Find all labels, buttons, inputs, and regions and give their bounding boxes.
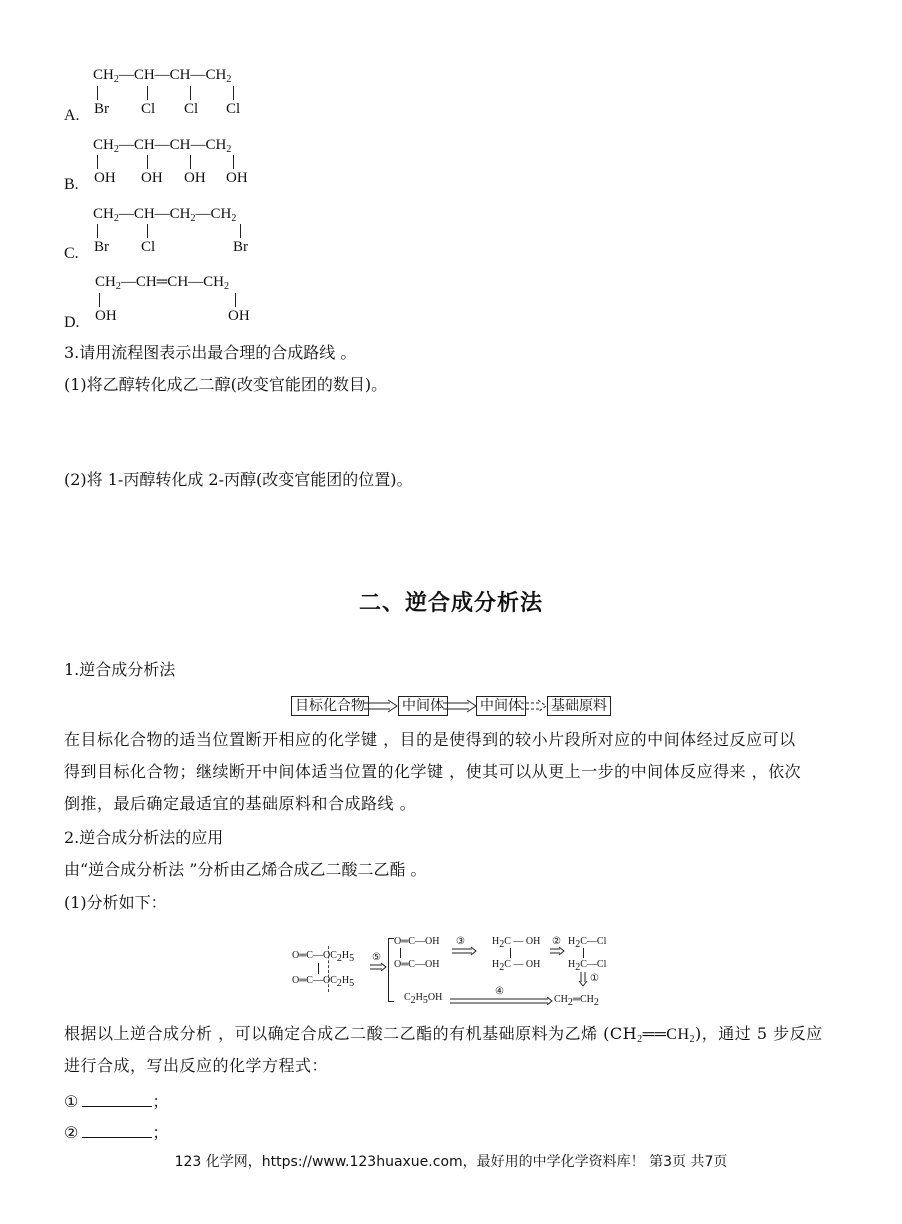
flow-target-box: 目标化合物 — [291, 696, 369, 716]
option-a-label: A. — [64, 107, 80, 124]
paragraph-1-line-1: 在目标化合物的适当位置断开相应的化学键 ，目的是使得到的较小片段所对应的中间体经过反应可以 — [64, 730, 796, 749]
answer-blank-2[interactable] — [82, 1123, 152, 1138]
ethanol: $C_2H_5OH$ — [404, 992, 443, 1006]
paragraph-1-line-3: 倒推，最后确定最适宜的基础原料和合成路线 。 — [64, 794, 417, 813]
flow-arrow-1 — [364, 698, 400, 714]
section-heading: 二、逆合成分析法 — [358, 590, 543, 616]
option-a-formula: $CH_2—CH—CH—CH_2$ — [93, 67, 232, 85]
answer-line-1[interactable]: ① ； — [64, 1092, 169, 1111]
ethylene: $CH_2═CH_2$ — [554, 994, 599, 1008]
flow-raw-material-box: 基础原料 — [547, 696, 611, 716]
option-a-sub-2: Cl — [141, 101, 156, 117]
answer-line-2[interactable]: ② ； — [64, 1123, 169, 1142]
ester-bottom: $O═C—OC_2H_5$ — [292, 975, 355, 989]
step-1-label: ① — [590, 973, 599, 984]
step-2-label: ② — [552, 936, 561, 947]
step-5-label: ⑤ — [372, 952, 381, 963]
option-a-sub-4: Cl — [226, 101, 241, 117]
paragraph-2-line-2: 进行合成，写出反应的化学方程式： — [64, 1056, 329, 1075]
oxalic-acid-bottom: O═C—OH — [394, 959, 440, 970]
paragraph-1-line-2: 得到目标化合物；继续断开中间体适当位置的化学键 ，使其可以从更上一步的中间体反应得来 ，依次 — [64, 762, 802, 781]
step-4-label: ④ — [495, 986, 504, 997]
dichloroethane-bottom: $H_2C—Cl$ — [568, 959, 607, 973]
page-footer: 123 化学网，https://www.123huaxue.com，最好用的中学化学资料库！ 第3页 共7页 — [174, 1154, 728, 1170]
glycol-bottom: $H_2C$ — OH — [492, 959, 541, 973]
flow-arrow-dashed — [521, 698, 549, 714]
option-b-sub-2: OH — [141, 170, 163, 186]
option-c-sub-1: Br — [94, 239, 109, 255]
q3-part-1: (1)将乙醇转化成乙二醇(改变官能团的数目)。 — [64, 375, 388, 394]
option-d-sub-1: OH — [95, 308, 117, 324]
option-a-sub-3: Cl — [184, 101, 199, 117]
option-c-label: C. — [64, 245, 79, 262]
subsection-2-analysis: (1)分析如下： — [64, 893, 167, 912]
flow-intermediate-box-1: 中间体 — [398, 696, 448, 716]
option-d-formula: $CH_2—CH═CH—CH_2$ — [95, 274, 229, 292]
answer-blank-1[interactable] — [82, 1092, 152, 1107]
option-d-sub-2: OH — [228, 308, 250, 324]
oxalic-acid-top: O═C—OH — [394, 936, 440, 947]
q3-title: 3.请用流程图表示出最合理的合成路线 。 — [64, 343, 357, 362]
option-a-sub-1: Br — [94, 101, 109, 117]
q3-part-2: (2)将 1-丙醇转化成 2-丙醇(改变官能团的位置)。 — [64, 470, 413, 489]
option-d-label: D. — [64, 314, 80, 331]
paragraph-2-line-1: 根据以上逆合成分析 ，可以确定合成乙二酸二乙酯的有机基础原料为乙烯 $(CH_2══CH_2)$，通过 5 步反应 — [64, 1024, 823, 1045]
ester-top: $O═C—OC_2H_5$ — [292, 950, 355, 964]
flow-intermediate-box-2: 中间体 — [476, 696, 526, 716]
option-c-formula: $CH_2—CH—CH_2—CH_2$ — [93, 206, 237, 224]
subsection-2-title: 2.逆合成分析法的应用 — [64, 828, 224, 847]
subsection-1-title: 1.逆合成分析法 — [64, 660, 176, 679]
option-b-formula: $CH_2—CH—CH—CH_2$ — [93, 137, 232, 155]
option-b-label: B. — [64, 176, 79, 193]
option-c-sub-3: Br — [233, 239, 248, 255]
step-3-label: ③ — [456, 936, 465, 947]
flow-arrow-2 — [443, 698, 479, 714]
option-c-sub-2: Cl — [141, 239, 156, 255]
option-b-sub-4: OH — [226, 170, 248, 186]
subsection-2-description: 由“逆合成分析法 ”分析由乙烯合成乙二酸二乙酯 。 — [64, 860, 427, 879]
dichloroethane-top: $H_2C—Cl$ — [568, 936, 607, 950]
option-b-sub-3: OH — [184, 170, 206, 186]
glycol-top: $H_2C$ — OH — [492, 936, 541, 950]
retrosynthesis-diagram — [290, 932, 610, 1010]
option-b-sub-1: OH — [94, 170, 116, 186]
